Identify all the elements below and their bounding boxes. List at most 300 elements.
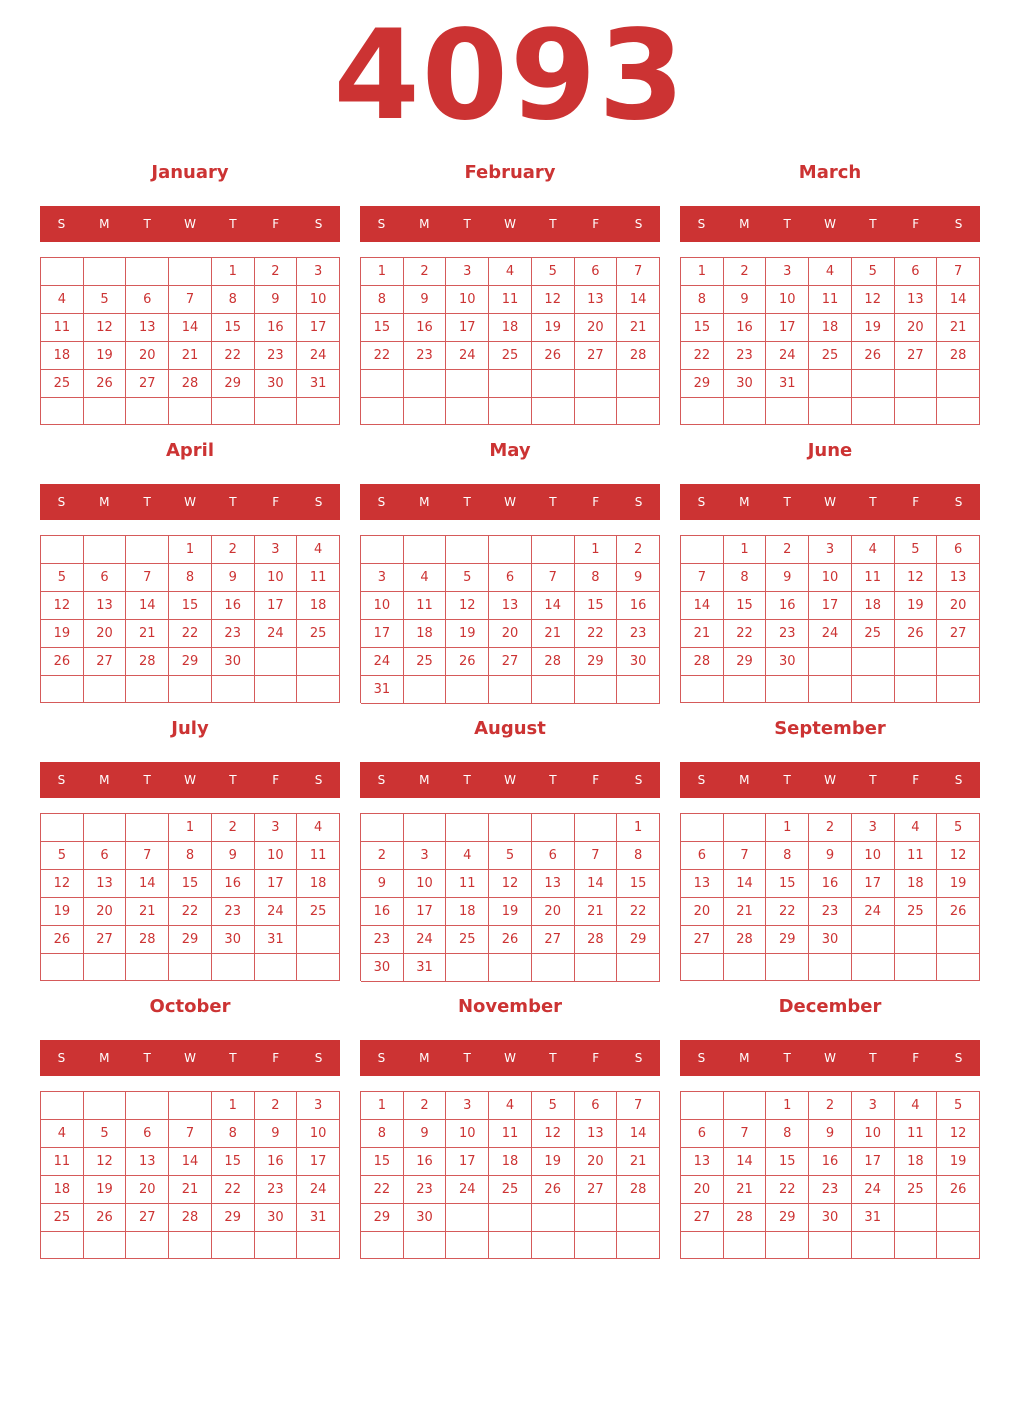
day-cell: 29: [724, 648, 767, 676]
weekday-header: [680, 206, 980, 242]
weekday-label: W: [184, 1051, 196, 1065]
day-cell: 28: [617, 342, 660, 370]
empty-cell: [766, 1232, 809, 1259]
empty-cell: [169, 954, 212, 981]
day-cell: 18: [489, 314, 532, 342]
day-cell: 5: [532, 258, 575, 286]
empty-cell: [489, 370, 532, 398]
weekday-header: [360, 762, 660, 798]
empty-cell: [724, 1232, 767, 1259]
day-cell: 13: [126, 314, 169, 342]
day-cell: 27: [489, 648, 532, 676]
day-cell: 27: [84, 648, 127, 676]
day-cell: 30: [361, 954, 404, 982]
day-cell: 4: [297, 814, 340, 842]
weekday-label: M: [419, 217, 430, 231]
day-cell: 31: [361, 676, 404, 704]
day-cell: 7: [169, 1120, 212, 1148]
empty-cell: [255, 1232, 298, 1259]
weekday-header: [680, 1040, 980, 1076]
weekday-label: S: [314, 217, 323, 231]
weekday-label: W: [184, 773, 196, 787]
day-cell: 21: [724, 1176, 767, 1204]
day-cell: 30: [617, 648, 660, 676]
day-cell: 2: [361, 842, 404, 870]
day-cell: 10: [766, 286, 809, 314]
empty-cell: [84, 954, 127, 981]
weekday-label: F: [912, 217, 920, 231]
day-cell: 12: [446, 592, 489, 620]
day-cell: 8: [681, 286, 724, 314]
day-cell: 14: [169, 1148, 212, 1176]
empty-cell: [212, 954, 255, 981]
weekday-label: W: [824, 495, 836, 509]
day-cell: 4: [489, 258, 532, 286]
day-cell: 20: [681, 1176, 724, 1204]
day-cell: 20: [84, 620, 127, 648]
day-cell: 25: [489, 1176, 532, 1204]
day-cell: 26: [937, 1176, 980, 1204]
day-cell: 17: [852, 1148, 895, 1176]
day-cell: 22: [681, 342, 724, 370]
day-cell: 30: [212, 648, 255, 676]
empty-cell: [937, 648, 980, 676]
weekday-label: S: [954, 773, 963, 787]
day-cell: 25: [852, 620, 895, 648]
weekday-label: F: [592, 217, 600, 231]
day-cell: 9: [404, 1120, 447, 1148]
day-cell: 5: [532, 1092, 575, 1120]
day-grid: [40, 257, 340, 425]
day-cell: 5: [84, 1120, 127, 1148]
empty-cell: [126, 258, 169, 286]
weekday-label: W: [184, 495, 196, 509]
day-cell: 13: [84, 870, 127, 898]
empty-cell: [446, 398, 489, 426]
day-cell: 23: [255, 1176, 298, 1204]
day-cell: 22: [575, 620, 618, 648]
weekday-header: [40, 1040, 340, 1076]
weekday-label: S: [634, 495, 643, 509]
day-cell: 14: [126, 592, 169, 620]
day-cell: 24: [297, 342, 340, 370]
day-cell: 24: [255, 620, 298, 648]
day-cell: 13: [681, 870, 724, 898]
day-cell: 21: [126, 898, 169, 926]
empty-cell: [852, 676, 895, 703]
day-cell: 16: [766, 592, 809, 620]
weekday-label: T: [549, 1051, 557, 1065]
day-cell: 18: [41, 1176, 84, 1204]
empty-cell: [489, 536, 532, 564]
day-cell: 2: [404, 258, 447, 286]
day-cell: 13: [575, 286, 618, 314]
day-cell: 28: [681, 648, 724, 676]
empty-cell: [84, 398, 127, 425]
day-grid: [360, 1091, 660, 1259]
day-cell: 18: [297, 592, 340, 620]
day-cell: 9: [766, 564, 809, 592]
day-cell: 3: [852, 1092, 895, 1120]
day-cell: 4: [895, 1092, 938, 1120]
weekday-label: T: [783, 495, 791, 509]
day-cell: 14: [532, 592, 575, 620]
day-cell: 17: [446, 314, 489, 342]
day-cell: 27: [575, 1176, 618, 1204]
empty-cell: [404, 370, 447, 398]
day-cell: 5: [937, 1092, 980, 1120]
empty-cell: [809, 398, 852, 425]
day-cell: 6: [126, 286, 169, 314]
empty-cell: [532, 1232, 575, 1259]
empty-cell: [617, 1232, 660, 1259]
day-cell: 1: [617, 814, 660, 842]
day-cell: 22: [766, 898, 809, 926]
day-cell: 26: [84, 1204, 127, 1232]
day-cell: 12: [532, 286, 575, 314]
day-cell: 21: [169, 1176, 212, 1204]
weekday-label: M: [419, 495, 430, 509]
day-cell: 27: [937, 620, 980, 648]
day-cell: 11: [297, 842, 340, 870]
weekday-label: S: [57, 773, 66, 787]
empty-cell: [724, 398, 767, 425]
weekday-label: T: [143, 773, 151, 787]
day-cell: 17: [255, 592, 298, 620]
day-cell: 3: [297, 1092, 340, 1120]
day-cell: 21: [169, 342, 212, 370]
empty-cell: [41, 814, 84, 842]
weekday-label: M: [739, 217, 750, 231]
day-cell: 12: [895, 564, 938, 592]
weekday-label: S: [634, 773, 643, 787]
day-cell: 15: [212, 314, 255, 342]
day-cell: 7: [724, 1120, 767, 1148]
day-cell: 12: [41, 870, 84, 898]
month-name: January: [151, 162, 229, 183]
day-grid: [40, 1091, 340, 1259]
day-grid: [40, 535, 340, 703]
empty-cell: [404, 676, 447, 704]
empty-cell: [724, 814, 767, 842]
day-cell: 13: [681, 1148, 724, 1176]
day-cell: 26: [446, 648, 489, 676]
day-cell: 20: [532, 898, 575, 926]
day-cell: 19: [489, 898, 532, 926]
day-cell: 24: [255, 898, 298, 926]
day-cell: 10: [297, 286, 340, 314]
day-cell: 21: [617, 314, 660, 342]
day-cell: 15: [361, 314, 404, 342]
day-cell: 31: [297, 370, 340, 398]
day-cell: 18: [852, 592, 895, 620]
day-cell: 17: [297, 314, 340, 342]
day-cell: 23: [212, 898, 255, 926]
day-cell: 11: [41, 1148, 84, 1176]
day-cell: 11: [297, 564, 340, 592]
empty-cell: [361, 370, 404, 398]
day-cell: 16: [404, 1148, 447, 1176]
empty-cell: [212, 676, 255, 703]
empty-cell: [41, 536, 84, 564]
weekday-label: T: [783, 1051, 791, 1065]
empty-cell: [937, 370, 980, 398]
day-cell: 10: [809, 564, 852, 592]
day-cell: 5: [84, 286, 127, 314]
day-cell: 23: [766, 620, 809, 648]
day-cell: 16: [255, 1148, 298, 1176]
weekday-label: S: [634, 1051, 643, 1065]
month-name: March: [798, 162, 862, 183]
day-cell: 27: [532, 926, 575, 954]
weekday-label: S: [377, 773, 386, 787]
day-cell: 25: [895, 1176, 938, 1204]
day-cell: 29: [766, 926, 809, 954]
month-name: August: [474, 718, 546, 739]
weekday-label: F: [592, 773, 600, 787]
weekday-label: S: [57, 217, 66, 231]
day-cell: 6: [575, 258, 618, 286]
day-cell: 20: [84, 898, 127, 926]
day-cell: 14: [937, 286, 980, 314]
weekday-label: T: [869, 1051, 877, 1065]
day-cell: 8: [169, 564, 212, 592]
day-cell: 14: [681, 592, 724, 620]
day-cell: 3: [766, 258, 809, 286]
day-cell: 22: [617, 898, 660, 926]
month-name: October: [149, 996, 231, 1017]
weekday-label: T: [229, 1051, 237, 1065]
day-cell: 12: [84, 1148, 127, 1176]
day-cell: 2: [809, 814, 852, 842]
day-cell: 12: [41, 592, 84, 620]
day-cell: 19: [41, 620, 84, 648]
month-name: May: [489, 440, 531, 461]
day-cell: 7: [724, 842, 767, 870]
day-grid: [40, 813, 340, 981]
day-cell: 17: [766, 314, 809, 342]
day-cell: 15: [766, 1148, 809, 1176]
day-cell: 22: [766, 1176, 809, 1204]
day-cell: 16: [724, 314, 767, 342]
weekday-label: T: [463, 773, 471, 787]
empty-cell: [361, 1232, 404, 1259]
day-cell: 11: [489, 286, 532, 314]
empty-cell: [681, 398, 724, 425]
empty-cell: [297, 954, 340, 981]
empty-cell: [895, 926, 938, 954]
day-cell: 17: [297, 1148, 340, 1176]
empty-cell: [84, 1232, 127, 1259]
day-cell: 23: [404, 342, 447, 370]
day-cell: 11: [895, 1120, 938, 1148]
day-cell: 17: [809, 592, 852, 620]
empty-cell: [766, 398, 809, 425]
weekday-label: M: [419, 773, 430, 787]
day-cell: 18: [404, 620, 447, 648]
empty-cell: [895, 1204, 938, 1232]
weekday-label: M: [739, 1051, 750, 1065]
day-cell: 1: [212, 1092, 255, 1120]
day-cell: 22: [361, 342, 404, 370]
day-cell: 26: [41, 926, 84, 954]
day-cell: 6: [895, 258, 938, 286]
day-cell: 21: [724, 898, 767, 926]
day-cell: 10: [446, 1120, 489, 1148]
day-cell: 17: [255, 870, 298, 898]
weekday-label: F: [592, 495, 600, 509]
empty-cell: [489, 398, 532, 426]
day-cell: 10: [852, 1120, 895, 1148]
day-cell: 14: [724, 870, 767, 898]
day-cell: 4: [489, 1092, 532, 1120]
day-cell: 2: [212, 814, 255, 842]
day-cell: 1: [169, 536, 212, 564]
day-cell: 27: [681, 926, 724, 954]
day-cell: 16: [404, 314, 447, 342]
day-cell: 15: [681, 314, 724, 342]
weekday-header: [40, 484, 340, 520]
empty-cell: [852, 398, 895, 425]
day-cell: 31: [766, 370, 809, 398]
day-cell: 16: [809, 1148, 852, 1176]
day-cell: 25: [404, 648, 447, 676]
weekday-label: S: [314, 1051, 323, 1065]
day-cell: 23: [809, 1176, 852, 1204]
empty-cell: [169, 1232, 212, 1259]
empty-cell: [255, 398, 298, 425]
day-cell: 6: [575, 1092, 618, 1120]
day-cell: 1: [766, 1092, 809, 1120]
empty-cell: [297, 1232, 340, 1259]
day-cell: 24: [297, 1176, 340, 1204]
day-cell: 21: [681, 620, 724, 648]
day-cell: 27: [126, 370, 169, 398]
day-cell: 3: [297, 258, 340, 286]
day-cell: 24: [809, 620, 852, 648]
empty-cell: [681, 954, 724, 981]
day-cell: 26: [852, 342, 895, 370]
day-cell: 25: [41, 1204, 84, 1232]
empty-cell: [126, 676, 169, 703]
day-cell: 31: [404, 954, 447, 982]
day-cell: 5: [937, 814, 980, 842]
weekday-label: F: [912, 1051, 920, 1065]
weekday-header: [40, 206, 340, 242]
day-cell: 17: [852, 870, 895, 898]
weekday-label: W: [504, 217, 516, 231]
day-cell: 29: [766, 1204, 809, 1232]
day-cell: 15: [361, 1148, 404, 1176]
empty-cell: [169, 676, 212, 703]
weekday-label: F: [272, 773, 280, 787]
day-cell: 2: [212, 536, 255, 564]
empty-cell: [126, 398, 169, 425]
weekday-label: S: [57, 1051, 66, 1065]
day-cell: 13: [84, 592, 127, 620]
day-cell: 21: [937, 314, 980, 342]
empty-cell: [489, 814, 532, 842]
day-cell: 26: [937, 898, 980, 926]
day-cell: 18: [809, 314, 852, 342]
day-cell: 19: [41, 898, 84, 926]
weekday-label: W: [504, 1051, 516, 1065]
day-cell: 4: [852, 536, 895, 564]
day-cell: 23: [361, 926, 404, 954]
weekday-label: S: [377, 217, 386, 231]
day-cell: 6: [84, 842, 127, 870]
day-cell: 25: [41, 370, 84, 398]
day-cell: 1: [575, 536, 618, 564]
day-cell: 1: [169, 814, 212, 842]
day-cell: 23: [255, 342, 298, 370]
day-cell: 3: [361, 564, 404, 592]
day-cell: 29: [212, 1204, 255, 1232]
day-cell: 22: [169, 898, 212, 926]
day-cell: 20: [575, 1148, 618, 1176]
weekday-label: T: [463, 495, 471, 509]
day-cell: 7: [937, 258, 980, 286]
day-cell: 28: [617, 1176, 660, 1204]
weekday-label: T: [869, 217, 877, 231]
day-cell: 25: [489, 342, 532, 370]
day-cell: 11: [404, 592, 447, 620]
day-cell: 31: [255, 926, 298, 954]
weekday-label: T: [549, 495, 557, 509]
empty-cell: [126, 1092, 169, 1120]
day-cell: 8: [212, 1120, 255, 1148]
day-cell: 4: [297, 536, 340, 564]
weekday-label: T: [549, 217, 557, 231]
empty-cell: [41, 1092, 84, 1120]
weekday-label: S: [954, 217, 963, 231]
empty-cell: [532, 814, 575, 842]
day-cell: 4: [41, 1120, 84, 1148]
empty-cell: [212, 1232, 255, 1259]
day-cell: 26: [84, 370, 127, 398]
empty-cell: [937, 1232, 980, 1259]
empty-cell: [681, 536, 724, 564]
weekday-label: W: [184, 217, 196, 231]
day-cell: 19: [446, 620, 489, 648]
day-cell: 18: [446, 898, 489, 926]
day-cell: 7: [169, 286, 212, 314]
empty-cell: [895, 954, 938, 981]
empty-cell: [809, 370, 852, 398]
day-cell: 2: [404, 1092, 447, 1120]
day-cell: 25: [297, 898, 340, 926]
empty-cell: [575, 676, 618, 704]
empty-cell: [724, 1092, 767, 1120]
day-cell: 28: [575, 926, 618, 954]
weekday-label: T: [463, 217, 471, 231]
day-cell: 14: [126, 870, 169, 898]
day-grid: [680, 257, 980, 425]
empty-cell: [446, 1232, 489, 1259]
empty-cell: [809, 648, 852, 676]
day-cell: 28: [169, 1204, 212, 1232]
day-cell: 30: [724, 370, 767, 398]
day-cell: 23: [404, 1176, 447, 1204]
day-cell: 11: [895, 842, 938, 870]
day-cell: 8: [575, 564, 618, 592]
day-cell: 23: [212, 620, 255, 648]
empty-cell: [297, 398, 340, 425]
day-cell: 3: [255, 814, 298, 842]
weekday-label: T: [783, 773, 791, 787]
day-cell: 30: [809, 1204, 852, 1232]
day-cell: 15: [169, 592, 212, 620]
